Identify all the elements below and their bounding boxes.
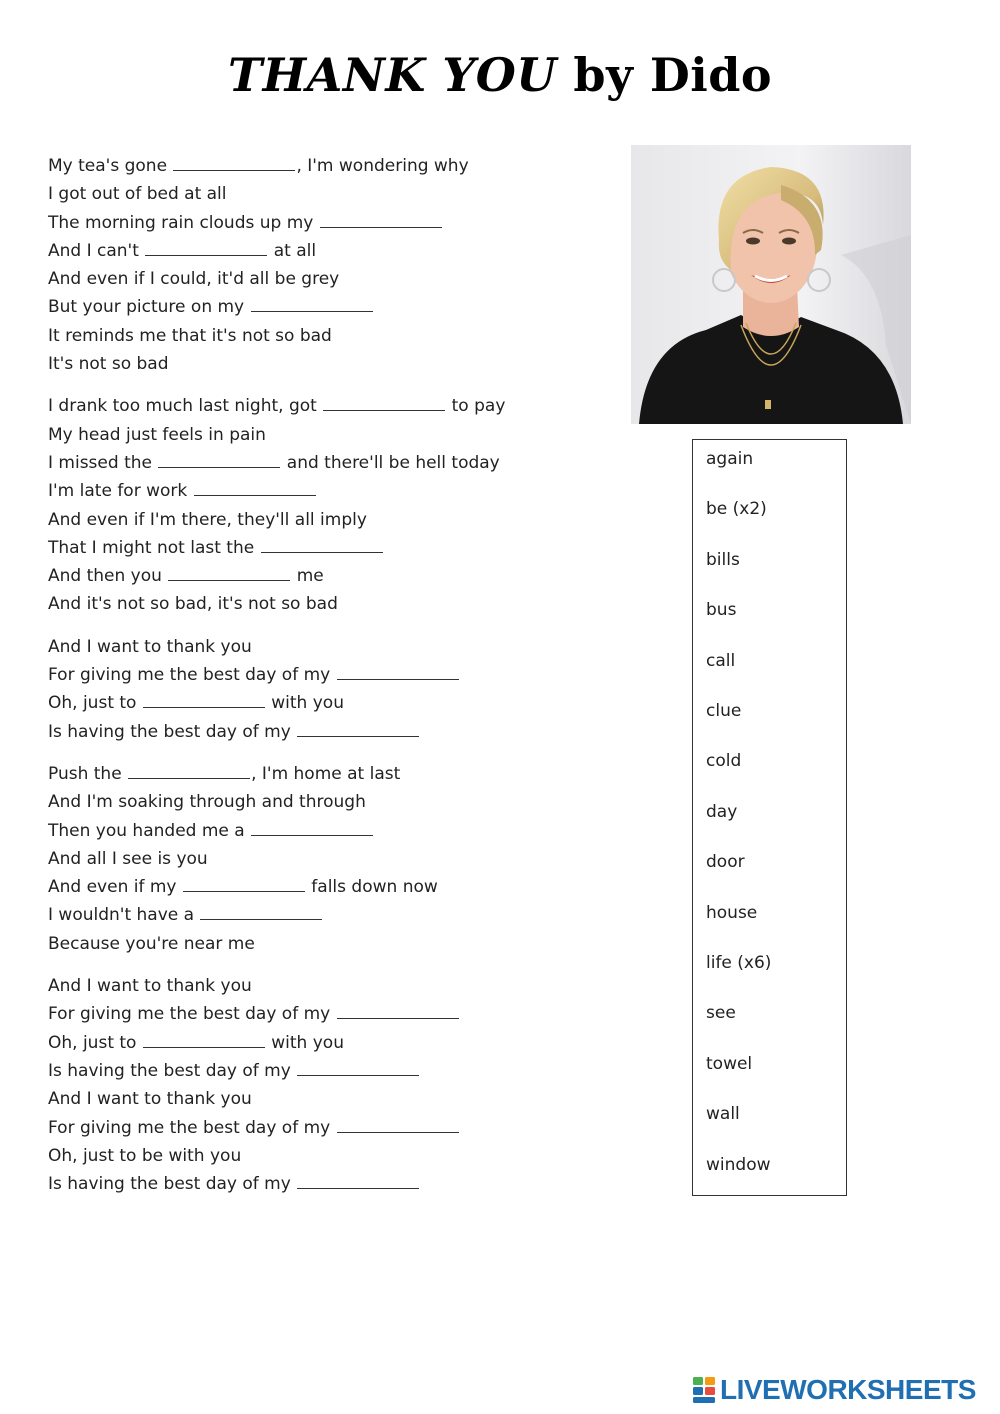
logo-text: LIVEWORKSHEETS	[720, 1374, 976, 1405]
word-bank-item: clue	[706, 701, 742, 721]
lyric-text: And I'm soaking through and through	[48, 792, 366, 813]
word-bank-item: again	[706, 449, 754, 469]
gap-blank[interactable]	[143, 1032, 265, 1048]
word-bank	[692, 439, 847, 1196]
word-bank-item: bills	[706, 549, 740, 570]
lyric-text: I got out of bed at all	[48, 184, 227, 205]
lyric-line	[48, 788, 608, 816]
gap-blank[interactable]	[194, 480, 316, 496]
lyric-line	[48, 1142, 608, 1170]
lyric-text: And even if I could, it'd all be grey	[48, 269, 340, 290]
lyric-text: I drank too much last night, got	[48, 396, 323, 417]
lyric-text: For giving me the best day of my	[48, 665, 336, 686]
lyric-text: Oh, just to be with you	[48, 1145, 242, 1166]
gap-blank[interactable]	[261, 537, 383, 553]
lyric-line	[48, 1029, 608, 1057]
lyric-text: It's not so bad	[48, 354, 169, 375]
lyric-line	[48, 661, 608, 689]
word-bank-item: cold	[706, 751, 742, 772]
lyric-text: That I might not last the	[48, 537, 260, 558]
lyric-text: And then you	[48, 566, 168, 587]
lyric-text: And it's not so bad, it's not so bad	[48, 594, 338, 615]
lyric-line	[48, 449, 608, 477]
lyric-text: I'm late for work	[48, 481, 193, 502]
lyric-text: Then you handed me a	[48, 820, 251, 841]
lyric-line	[48, 1057, 608, 1085]
lyric-text: Is having the best day of my	[48, 721, 297, 742]
lyric-line	[48, 477, 608, 505]
lyric-line	[48, 760, 608, 788]
gap-blank[interactable]	[297, 721, 419, 737]
word-bank-item: life (x6)	[706, 953, 772, 973]
gap-blank[interactable]	[320, 212, 442, 228]
word-bank-item: be (x2)	[706, 499, 767, 520]
gap-blank[interactable]	[251, 296, 373, 312]
lyric-text: And all I see is you	[48, 848, 208, 869]
lyric-line	[48, 633, 608, 661]
lyric-text: with you	[265, 693, 344, 714]
lyric-text: And I want to thank you	[48, 976, 252, 997]
lyric-line	[48, 1114, 608, 1142]
lyric-line	[48, 392, 608, 420]
word-bank-item: call	[706, 650, 736, 671]
lyric-line	[48, 152, 608, 180]
lyric-line	[48, 562, 608, 590]
gap-blank[interactable]	[337, 664, 459, 680]
stanza	[48, 972, 608, 1198]
lyric-line	[48, 901, 608, 929]
lyric-text: Is having the best day of my	[48, 1060, 297, 1081]
singer-photo	[631, 145, 911, 424]
lyric-text: And even if my	[48, 877, 182, 898]
lyric-text: But your picture on my	[48, 297, 250, 318]
lyric-text: Push the	[48, 763, 128, 784]
stanza	[48, 152, 608, 378]
lyric-text: And I want to thank you	[48, 1089, 252, 1110]
lyric-text: at all	[268, 240, 317, 261]
page-title	[0, 48, 1000, 102]
liveworksheets-logo-icon	[692, 1375, 716, 1405]
lyrics-body	[48, 152, 608, 1212]
lyric-line	[48, 350, 608, 378]
lyric-text: My head just feels in pain	[48, 424, 266, 445]
title-song: THANK YOU	[227, 48, 557, 102]
word-bank-item: day	[706, 801, 738, 822]
lyric-line	[48, 718, 608, 746]
lyric-text: My tea's gone	[48, 156, 173, 176]
lyric-line	[48, 972, 608, 1000]
lyric-text: I missed the	[48, 452, 158, 473]
lyric-line	[48, 1000, 608, 1028]
gap-blank[interactable]	[183, 876, 305, 892]
lyric-text: , I'm wondering why	[296, 156, 469, 176]
lyric-line	[48, 180, 608, 208]
lyric-text: to pay	[446, 396, 506, 417]
lyric-line	[48, 817, 608, 845]
lyric-line	[48, 506, 608, 534]
lyric-line	[48, 845, 608, 873]
gap-blank[interactable]	[337, 1117, 459, 1133]
lyric-line	[48, 534, 608, 562]
lyric-line	[48, 421, 608, 449]
word-bank-item: towel	[706, 1053, 753, 1074]
lyric-text: The morning rain clouds up my	[48, 212, 319, 233]
lyric-text: I wouldn't have a	[48, 905, 200, 926]
lyric-text: Because you're near me	[48, 933, 255, 954]
gap-blank[interactable]	[145, 240, 267, 256]
gap-blank[interactable]	[297, 1060, 419, 1076]
lyric-text: For giving me the best day of my	[48, 1117, 336, 1138]
lyric-text: And I want to thank you	[48, 636, 252, 657]
word-bank-item: window	[706, 1154, 771, 1175]
lyric-text: with you	[265, 1032, 344, 1053]
gap-blank[interactable]	[128, 763, 250, 779]
lyric-text: And I can't	[48, 240, 145, 261]
lyric-text: falls down now	[305, 877, 438, 898]
gap-blank[interactable]	[158, 452, 280, 468]
gap-blank[interactable]	[337, 1003, 459, 1019]
gap-blank[interactable]	[143, 692, 265, 708]
gap-blank[interactable]	[251, 820, 373, 836]
lyric-line	[48, 293, 608, 321]
gap-blank[interactable]	[168, 565, 290, 581]
lyric-text: And even if I'm there, they'll all imply	[48, 509, 367, 530]
word-bank-item: wall	[706, 1104, 740, 1125]
lyric-line	[48, 689, 608, 717]
stanza	[48, 760, 608, 958]
word-bank-item: door	[706, 852, 745, 873]
gap-blank[interactable]	[200, 904, 322, 920]
lyric-text: Oh, just to	[48, 693, 142, 714]
lyric-text: me	[291, 566, 324, 587]
lyric-line	[48, 209, 608, 237]
liveworksheets-logo[interactable]	[692, 1373, 992, 1407]
lyric-line	[48, 930, 608, 958]
lyric-text: It reminds me that it's not so bad	[48, 325, 332, 346]
word-bank-item: house	[706, 902, 758, 923]
lyric-text: Oh, just to	[48, 1032, 142, 1053]
stanza	[48, 633, 608, 746]
title-artist: by Dido	[573, 48, 773, 102]
lyric-text: , I'm home at last	[251, 763, 401, 784]
gap-blank[interactable]	[173, 155, 295, 171]
word-bank-item: see	[706, 1003, 736, 1024]
stanza	[48, 392, 608, 618]
lyric-line	[48, 265, 608, 293]
lyric-text: For giving me the best day of my	[48, 1004, 336, 1025]
lyric-line	[48, 873, 608, 901]
lyric-line	[48, 237, 608, 265]
word-bank-item: bus	[706, 600, 737, 621]
lyric-text: and there'll be hell today	[281, 452, 500, 473]
lyric-line	[48, 322, 608, 350]
lyric-text: Is having the best day of my	[48, 1174, 297, 1195]
gap-blank[interactable]	[323, 395, 445, 411]
lyric-line	[48, 1170, 608, 1198]
lyric-line	[48, 1085, 608, 1113]
lyric-line	[48, 590, 608, 618]
gap-blank[interactable]	[297, 1173, 419, 1189]
